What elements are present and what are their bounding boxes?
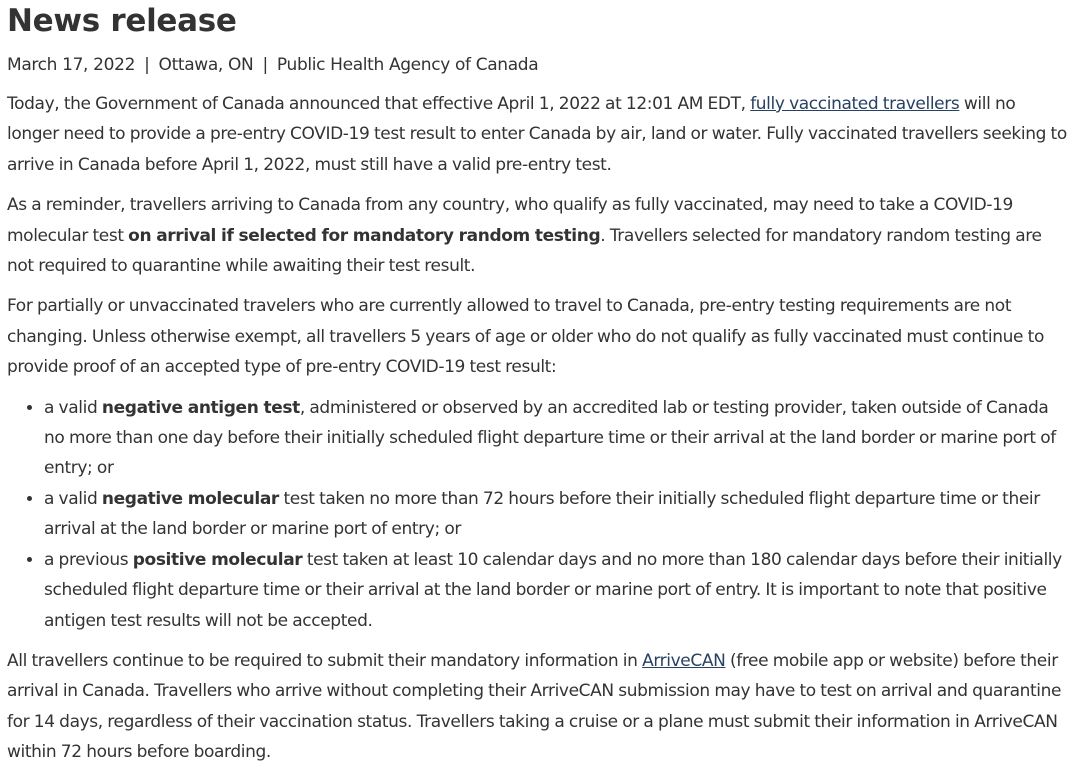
paragraph-text: . Travellers selected for mandatory random testing are not required to quarantine while awaiting their test result. — [7, 225, 1042, 277]
bold-emphasis: on arrival if selected for mandatory random testing — [128, 225, 601, 246]
release-location: Ottawa, ON — [158, 55, 254, 75]
paragraph-announcement — [7, 89, 1070, 180]
list-item-text: test taken no more than 72 hours before their initially scheduled flight departure time or their arrival at the land border or marine port of entry; or — [44, 488, 1040, 540]
bold-emphasis: negative molecular — [101, 488, 279, 509]
list-item — [44, 545, 1070, 636]
fully-vaccinated-travellers-link[interactable]: fully vaccinated travellers — [750, 94, 960, 114]
arrivecan-link[interactable]: ArriveCAN — [642, 650, 726, 671]
list-item-text: test taken at least 10 calendar days and no more than 180 calendar days before their initially scheduled flight departure time or their arrival at the land border or marine port of entry. It is important to note that positive antigen test results will not be accepted. — [44, 549, 1062, 631]
list-item-text: , administered or observed by an accredited lab or testing provider, taken outside of Canada no more than one day before their initially scheduled flight departure time or their arrival at the land border or marine port of entry; or — [44, 397, 1056, 479]
meta-separator: | — [144, 55, 150, 75]
bold-emphasis: positive molecular — [132, 549, 303, 570]
paragraph-reminder — [7, 190, 1070, 281]
paragraph-text: (free mobile app or website) before their arrival in Canada. Travellers who arrive without completing their ArriveCAN submission may have to test on arrival and quarantine for 14 days, regardless of their vaccination status. Travellers taking a cruise or a plane must submit their information in ArriveCAN within 72 hours before boarding. — [7, 650, 1062, 763]
paragraph-text: Today, the Government of Canada announced that effective April 1, 2022 at 12:01 AM EDT, — [7, 94, 751, 114]
release-meta — [7, 51, 1070, 79]
list-item-text: a valid — [44, 397, 102, 418]
paragraph-text: As a reminder, travellers arriving to Canada from any country, who qualify as fully vaccinated, may need to take a COVID-19 molecular test — [7, 195, 1013, 246]
release-date: March 17, 2022 — [7, 55, 136, 75]
paragraph-arrivecan — [7, 646, 1070, 768]
page-title: News release — [7, 3, 237, 39]
bold-emphasis: negative antigen test — [101, 397, 300, 418]
list-item-text: a previous — [44, 549, 133, 570]
list-item-text: a valid — [44, 488, 102, 509]
list-item — [44, 393, 1070, 484]
list-item — [44, 484, 1070, 545]
accepted-tests-list — [7, 393, 1070, 636]
paragraph-text: will no longer need to provide a pre-entry COVID-19 test result to enter Canada by air, land or water. Fully vaccinated travellers seeking to arrive in Canada before April 1, 2022, must still have a valid pre-entry test. — [7, 94, 1067, 175]
release-agency: Public Health Agency of Canada — [276, 55, 539, 75]
meta-separator: | — [262, 55, 268, 75]
paragraph-text: All travellers continue to be required to submit their mandatory information in — [7, 650, 643, 671]
paragraph-unvaccinated: For partially or unvaccinated travelers who are currently allowed to travel to Canada, pre-entry testing requirements are not changing. Unless otherwise exempt, all travellers 5 years of age or older who do not qualify as fully vaccinated must continue to provide proof of an accepted type of pre-entry COVID-19 test result: — [7, 296, 1044, 378]
